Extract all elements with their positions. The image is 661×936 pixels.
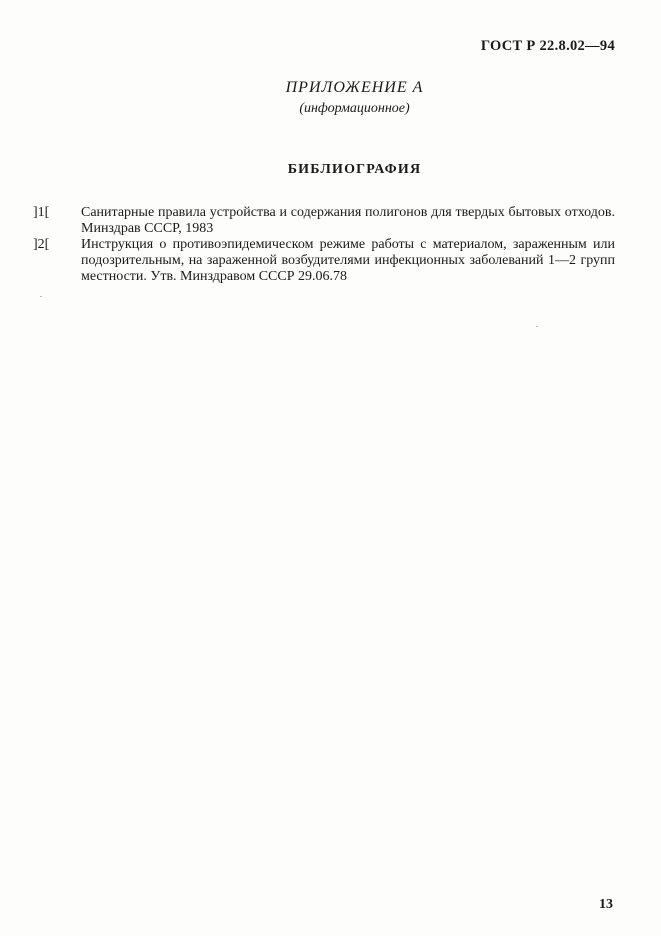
bibliography-entry-number: ]2[ <box>33 237 50 252</box>
bibliography-entry-number: ]1[ <box>33 205 50 220</box>
bibliography-entry-text: Санитарные правила устройства и содержания полигонов для твердых бытовых отходов. Минздрав СССР, 1983 <box>81 205 615 236</box>
page-number: 13 <box>599 897 613 912</box>
bibliography-entry-text: Инструкция о противоэпидемическом режиме работы с материалом, зараженным или подозрительным, на зараженной возбудителями инфекционных заболеваний 1—2 групп местности. Утв. Минздравом СССР 29.06.78 <box>81 237 615 284</box>
bibliography-entry <box>33 237 615 285</box>
appendix-subtitle: (информационное) <box>299 101 410 116</box>
bibliography-list <box>33 205 615 285</box>
scan-speck <box>536 326 538 327</box>
section-title: БИБЛИОГРАФИЯ <box>287 162 422 177</box>
appendix-title: ПРИЛОЖЕНИЕ А <box>285 79 424 96</box>
bibliography-entry <box>33 205 615 237</box>
scan-speck <box>40 296 42 297</box>
document-code: ГОСТ Р 22.8.02—94 <box>480 38 615 54</box>
